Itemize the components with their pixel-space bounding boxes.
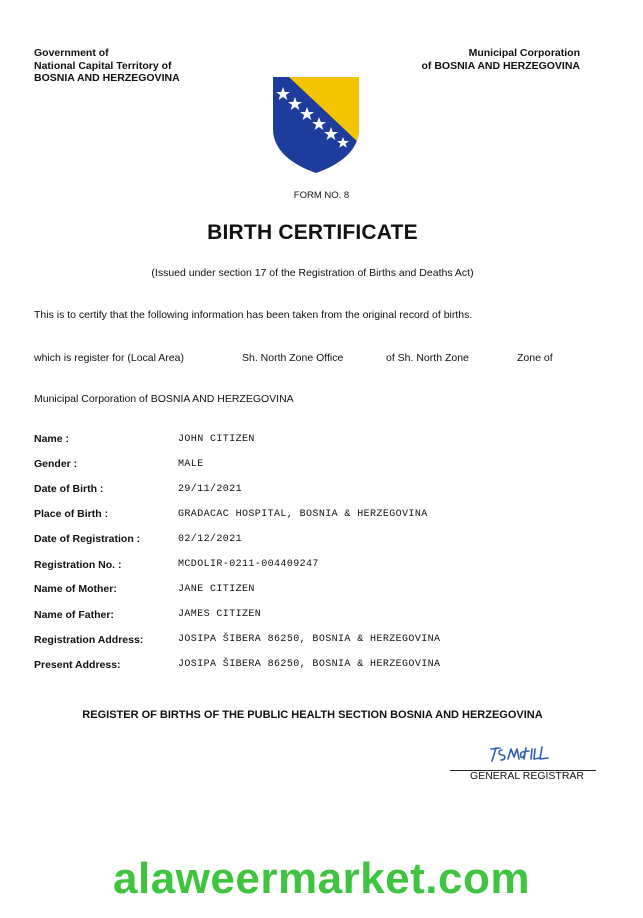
page-title: BIRTH CERTIFICATE	[207, 221, 418, 244]
field-label: Place of Birth :	[34, 508, 109, 520]
register-zone: of Sh. North Zone	[386, 352, 469, 364]
issuer-government	[34, 47, 180, 85]
field-value: 29/11/2021	[178, 484, 243, 495]
field-label: Name of Father:	[34, 609, 114, 621]
issuer-municipal-line: of BOSNIA AND HERZEGOVINA	[421, 59, 580, 72]
field-value: JOHN CITIZEN	[178, 434, 255, 445]
issuer-municipal	[422, 47, 580, 72]
coat-of-arms-icon	[273, 77, 359, 173]
field-value: GRADACAC HOSPITAL, BOSNIA & HERZEGOVINA	[178, 509, 428, 520]
register-office: Sh. North Zone Office	[242, 352, 344, 364]
field-value: MCDOLIR-0211-004409247	[178, 559, 319, 570]
field-label: Registration No. :	[34, 559, 122, 571]
field-value: MALE	[178, 459, 204, 470]
field-label: Present Address:	[34, 659, 121, 671]
field-label: Gender :	[34, 458, 78, 470]
issuer-government-line: National Capital Territory of	[34, 59, 172, 72]
signature-icon	[488, 743, 560, 765]
field-label: Name of Mother:	[34, 583, 117, 595]
issuer-municipal-line: Municipal Corporation	[468, 47, 580, 59]
field-label: Date of Birth :	[34, 483, 104, 495]
field-value: JOSIPA ŠIBERA 86250, BOSNIA & HERZEGOVINA	[178, 634, 441, 645]
issuer-government-line: Government of	[34, 47, 109, 59]
form-number: FORM NO. 8	[293, 190, 350, 201]
registrar-label: GENERAL REGISTRAR	[470, 770, 584, 782]
field-label: Name :	[34, 433, 70, 445]
field-value: JAMES CITIZEN	[178, 609, 262, 620]
field-value: JOSIPA ŠIBERA 86250, BOSNIA & HERZEGOVINA	[178, 659, 441, 670]
field-value: 02/12/2021	[178, 534, 243, 545]
field-label: Registration Address:	[34, 634, 144, 646]
watermark-text: alaweermarket.com	[113, 854, 530, 903]
register-zone-of: Zone of	[517, 352, 553, 364]
field-value: JANE CITIZEN	[178, 584, 255, 595]
register-municipal: Municipal Corporation of BOSNIA AND HERZEGOVINA	[34, 393, 294, 405]
issuer-government-line: BOSNIA AND HERZEGOVINA	[34, 72, 180, 84]
register-footer: REGISTER OF BIRTHS OF THE PUBLIC HEALTH SECTION BOSNIA AND HERZEGOVINA	[82, 709, 543, 721]
register-prefix: which is register for (Local Area)	[34, 352, 184, 364]
page-subtitle: (Issued under section 17 of the Registration of Births and Deaths Act)	[151, 267, 474, 279]
certify-statement: This is to certify that the following information has been taken from the original record of births.	[34, 309, 473, 321]
field-label: Date of Registration :	[34, 533, 141, 545]
